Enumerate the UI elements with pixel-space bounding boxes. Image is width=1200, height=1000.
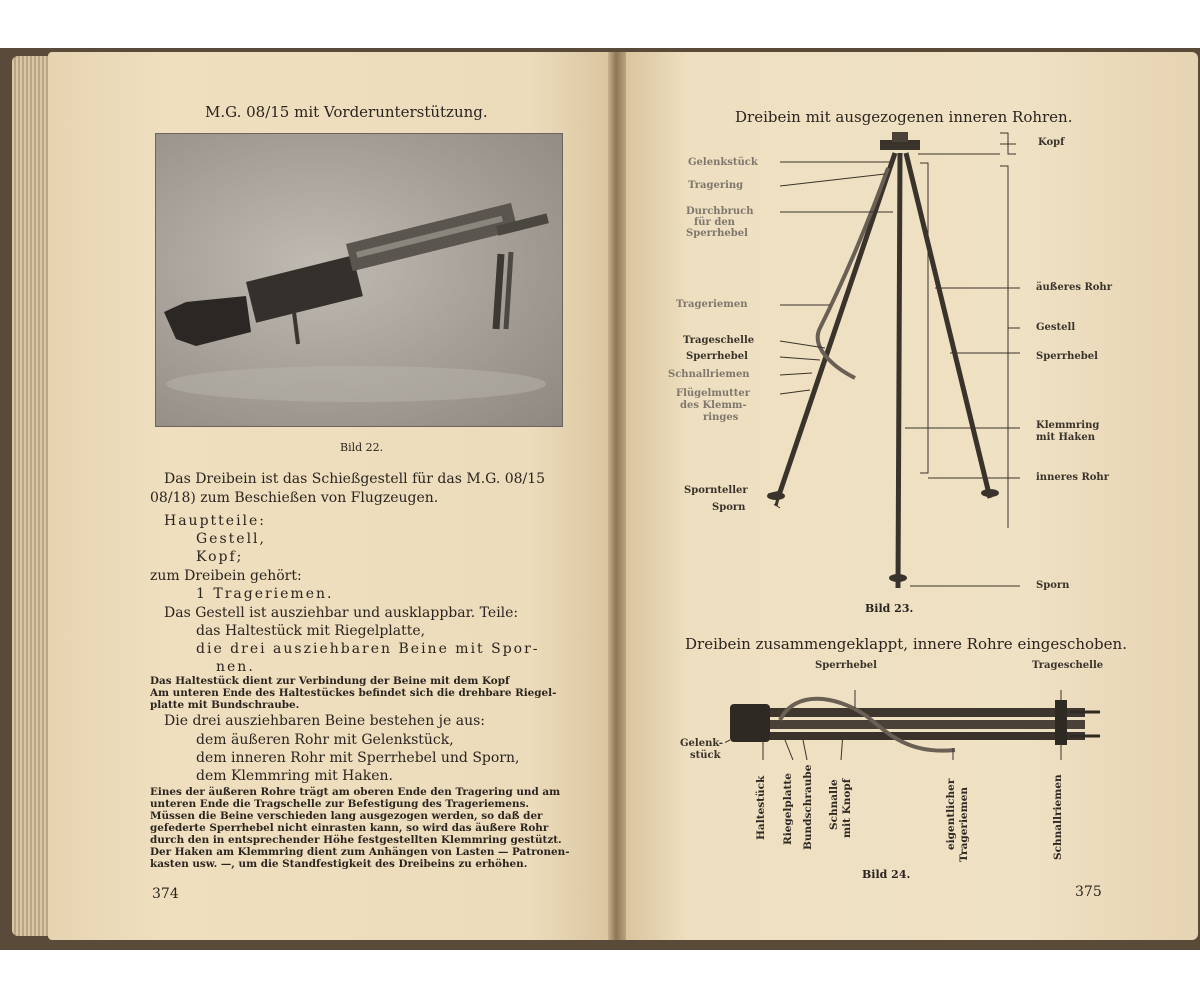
label-schnalle-2: mit Knopf [841, 778, 853, 838]
bild-24-caption: Bild 24. [862, 868, 911, 881]
left-page-title: M.G. 08/15 mit Vorderunterstützung. [205, 103, 488, 121]
kopf-item: Kopf; [196, 549, 244, 565]
bein-3: dem Klemmring mit Haken. [196, 768, 393, 784]
label-sporn-left: Sporn [712, 502, 746, 513]
bild-23-title: Dreibein mit ausgezogenen inneren Rohren. [735, 108, 1073, 126]
label-durchbruch-3: Sperrhebel [686, 228, 748, 239]
label-trageschelle-folded: Trageschelle [1032, 660, 1104, 671]
label-fluegelmutter-1: Flügelmutter [676, 388, 751, 399]
label-gelenkstueck: Gelenkstück [688, 157, 758, 168]
note-line-3: platte mit Bundschraube. [150, 699, 300, 711]
teil-2-continued: nen. [216, 659, 255, 675]
label-trageriemen: Trageriemen [676, 299, 748, 310]
label-aeusseres-rohr: äußeres Rohr [1036, 282, 1112, 293]
label-gelenk-1: Gelenk- [680, 738, 724, 749]
right-page-number: 375 [1075, 884, 1102, 900]
book-gutter [608, 52, 626, 940]
fine-line-7: kasten usw. —, um die Standfestigkeit des Dreibeins zu erhöhen. [150, 858, 528, 870]
note-line-2: Am unteren Ende des Haltestückes befindet sich die drehbare Riegel- [150, 687, 557, 699]
folded-tripod-diagram [725, 690, 1105, 760]
bein-2: dem inneren Rohr mit Sperrhebel und Sporn, [196, 750, 520, 766]
bild-23-caption: Bild 23. [865, 602, 914, 615]
teil-1: das Haltestück mit Riegelplatte, [196, 623, 426, 639]
label-bundschraube: Bundschraube [802, 764, 814, 850]
mg-photo [155, 133, 563, 427]
gestell-description: Das Gestell ist ausziehbar und ausklappbar. Teile: [164, 605, 519, 621]
label-gestell: Gestell [1036, 322, 1076, 333]
fine-line-3: Müssen die Beine verschieden lang ausgezogen werden, so daß der [150, 810, 543, 822]
label-schnalle-1: Schnalle [828, 779, 840, 830]
left-page-number: 374 [152, 886, 179, 902]
machine-gun-image [156, 134, 562, 426]
label-sperrhebel-folded: Sperrhebel [815, 660, 877, 671]
label-fluegelmutter-3: ringes [703, 412, 739, 423]
beine-line: Die drei ausziehbaren Beine bestehen je aus: [164, 713, 486, 729]
fine-line-6: Der Haken am Klemmring dient zum Anhängen von Lasten — Patronen- [150, 846, 570, 858]
fine-line-5: durch den in entsprechender Höhe festgestellten Klemmring gestützt. [150, 834, 562, 846]
label-sporn-right: Sporn [1036, 580, 1070, 591]
label-kopf: Kopf [1038, 137, 1065, 148]
bild-24-title: Dreibein zusammengeklappt, innere Rohre eingeschoben. [685, 635, 1127, 653]
teil-2: die drei ausziehbaren Beine mit Spor- [196, 641, 540, 657]
label-sperrhebel: Sperrhebel [686, 351, 748, 362]
fine-line-1: Eines der äußeren Rohre trägt am oberen Ende den Tragering und am [150, 786, 561, 798]
gestell-item: Gestell, [196, 531, 266, 547]
bild-22-caption: Bild 22. [340, 441, 384, 454]
label-fluegelmutter-2: des Klemm- [680, 400, 747, 411]
label-sperrhebel-right: Sperrhebel [1036, 351, 1098, 362]
label-klemmring-2: mit Haken [1036, 432, 1095, 443]
gehoert-line: zum Dreibein gehört: [150, 568, 302, 584]
label-spornteller: Spornteller [684, 485, 748, 496]
label-eigentlicher-1: eigentlicher [945, 778, 957, 850]
intro-line-2: 08/18) zum Beschießen von Flugzeugen. [150, 490, 439, 506]
label-eigentlicher-2: Trageriemen [958, 786, 970, 862]
label-haltestueck: Haltestück [755, 775, 767, 840]
label-gelenk-2: stück [690, 750, 721, 761]
note-line-1: Das Haltestück dient zur Verbindung der Beine mit dem Kopf [150, 675, 510, 687]
label-schnallriemen: Schnallriemen [668, 369, 750, 380]
label-tragering: Tragering [688, 180, 744, 191]
page-edges [12, 56, 52, 936]
label-klemmring-1: Klemmring [1036, 420, 1100, 431]
intro-line-1: Das Dreibein ist das Schießgestell für das M.G. 08/15 [164, 471, 546, 487]
label-inneres-rohr: inneres Rohr [1036, 472, 1109, 483]
label-riegelplatte: Riegelplatte [782, 773, 794, 845]
trageriemen-item: 1 Trageriemen. [196, 586, 334, 602]
label-schnallriemen-folded: Schnallriemen [1052, 774, 1064, 860]
bein-1: dem äußeren Rohr mit Gelenkstück, [196, 732, 454, 748]
fine-line-2: unteren Ende die Tragschelle zur Befestigung des Trageriemens. [150, 798, 530, 810]
label-durchbruch-1: Durchbruch [686, 206, 754, 217]
fine-line-4: gefederte Sperrhebel nicht einrasten kann, so wird das äußere Rohr [150, 822, 549, 834]
label-trageschelle: Trageschelle [683, 335, 755, 346]
label-durchbruch-2: für den [694, 217, 735, 228]
hauptteile-heading: Hauptteile: [164, 513, 267, 529]
